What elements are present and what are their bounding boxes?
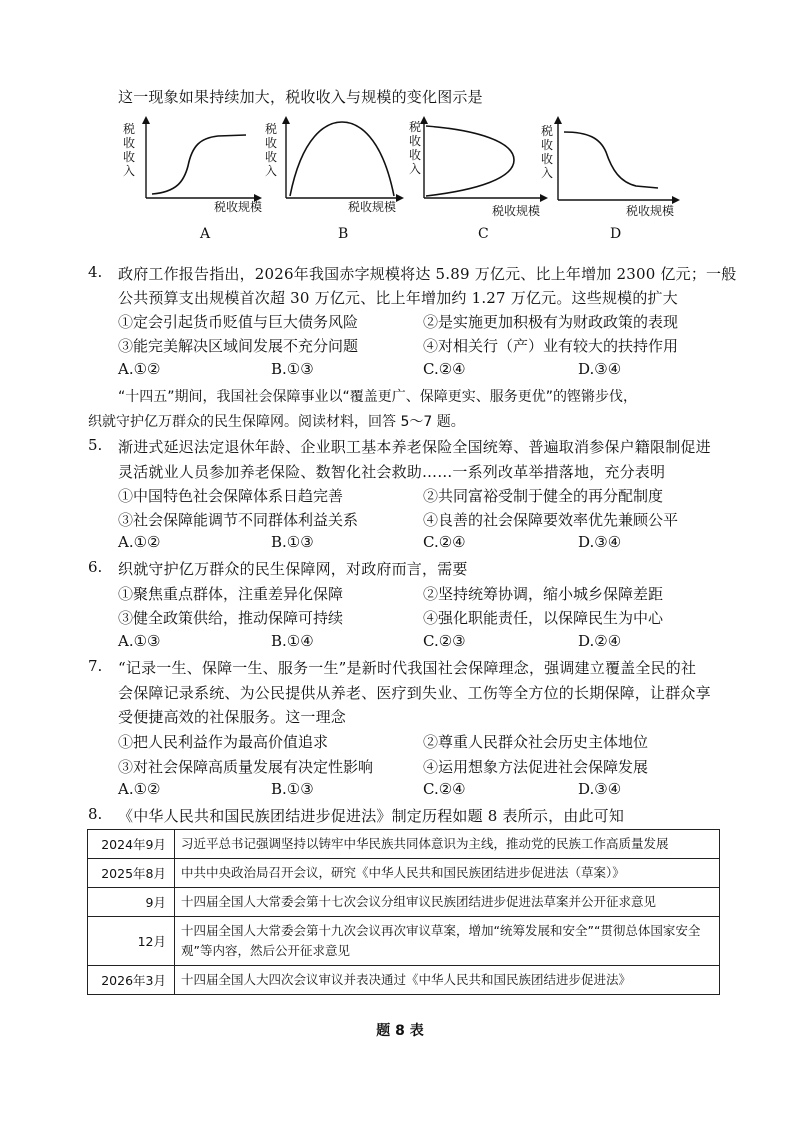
- graph-b-letter: B: [338, 226, 349, 242]
- q5-stem-line1: 渐进式延迟法定退休年龄、企业职工基本养老保险全国统筹、普遍取消参保户籍限制促进: [118, 438, 711, 456]
- table-date: 12月: [88, 917, 175, 966]
- q6-statement-1: ①聚焦重点群体，注重差异化保障: [118, 585, 344, 603]
- graph-c-letter: C: [478, 226, 489, 242]
- q5-statement-4: ④良善的社会保障要效率优先兼顾公平: [423, 511, 679, 529]
- q5-choice-a: A.①②: [118, 533, 161, 551]
- graph-d: [540, 116, 680, 220]
- q5-stem-line2: 灵活就业人员参加养老保险、数智化社会救助……一系列改革举措落地，充分表明: [118, 463, 666, 481]
- q7-stem-line2: 会保障记录系统、为公民提供从养老、医疗到失业、工伤等全方位的长期保障，让群众享: [118, 684, 711, 702]
- graph-a-curve: [152, 135, 246, 194]
- graph-c: [408, 116, 548, 220]
- graph-c-ylabel: 税 收 收 入: [408, 120, 421, 176]
- graph-c-xlabel: 税收规模: [492, 204, 541, 218]
- graph-b-ylabel: 税 收 收 入: [264, 122, 277, 178]
- table-event: 习近平总书记强调坚持以铸牢中华民族共同体意识为主线，推动党的民族工作高质量发展: [175, 830, 720, 859]
- q5-statement-2: ②共同富裕受制于健全的再分配制度: [423, 487, 664, 505]
- q4-choice-d: D.③④: [578, 360, 622, 378]
- history-table: [87, 829, 720, 995]
- q4-statement-1: ①定会引起货币贬值与巨大债务风险: [118, 313, 359, 331]
- intro-line: 这一现象如果持续加大，税收收入与规模的变化图示是: [118, 88, 483, 106]
- q5-statement-3: ③社会保障能调节不同群体利益关系: [118, 511, 359, 529]
- table-row: [88, 966, 720, 995]
- q6-stem-line1: 织就守护亿万群众的民生保障网，对政府而言，需要: [118, 560, 468, 578]
- q7-choice-d: D.③④: [578, 780, 622, 798]
- table-row: [88, 830, 720, 859]
- q4-stem-line1: 政府工作报告指出，2026年我国赤字规模将达 5.89 万亿元、比上年增加 2300 亿元；一般: [118, 265, 737, 283]
- q6-choice-a: A.①③: [118, 632, 161, 650]
- q4-statement-3: ③能完美解决区域间发展不充分问题: [118, 337, 359, 355]
- q4-choice-a: A.①②: [118, 360, 161, 378]
- graph-d-xlabel: 税收规模: [626, 204, 675, 218]
- q7-number: 7.: [88, 657, 103, 675]
- table-event: 中共中央政治局召开会议，研究《中华人民共和国民族团结进步促进法（草案）》: [175, 859, 720, 888]
- table-date: 2024年9月: [88, 830, 175, 859]
- graph-d-curve: [564, 132, 658, 188]
- q4-stem-line2: 公共预算支出规模首次超 30 万亿元、比上年增加约 1.27 万亿元。这些规模的扩大: [118, 289, 678, 307]
- q5-choice-d: D.③④: [578, 533, 622, 551]
- q7-stem-line1: “记录一生、保障一生、服务一生”是新时代我国社会保障理念，强调建立覆盖全民的社: [118, 659, 697, 677]
- table-date: 2026年3月: [88, 966, 175, 995]
- q4-choice-c: C.②④: [423, 360, 466, 378]
- graph-c-curve: [426, 126, 514, 196]
- q5-number: 5.: [88, 436, 103, 454]
- q5-choice-c: C.②④: [423, 533, 466, 551]
- passage-line1: “十四五”期间，我国社会保障事业以“覆盖更广、保障更实、服务更优”的铿锵步伐，: [118, 389, 638, 405]
- q8-number: 8.: [88, 805, 103, 823]
- table-date: 2025年8月: [88, 859, 175, 888]
- graph-a-ylabel: 税 收 收 入: [122, 122, 135, 178]
- q7-choice-a: A.①②: [118, 780, 161, 798]
- q8-stem-line1: 《中华人民共和国民族团结进步促进法》制定历程如题 8 表所示，由此可知: [118, 807, 625, 825]
- q6-number: 6.: [88, 558, 103, 576]
- q6-statement-2: ②坚持统筹协调，缩小城乡保障差距: [423, 585, 664, 603]
- graph-b-xlabel: 税收规模: [348, 200, 397, 214]
- q5-statement-1: ①中国特色社会保障体系日趋完善: [118, 487, 344, 505]
- q7-statement-3: ③对社会保障高质量发展有决定性影响: [118, 758, 374, 776]
- q6-choice-c: C.②③: [423, 632, 466, 650]
- table-date: 9月: [88, 888, 175, 917]
- q7-stem-line3: 受便捷高效的社保服务。这一理念: [118, 708, 347, 726]
- q6-statement-3: ③健全政策供给，推动保障可持续: [118, 609, 344, 627]
- graph-a-xlabel: 税收规模: [214, 200, 263, 214]
- q5-choice-b: B.①③: [271, 533, 314, 551]
- graph-a: [122, 116, 262, 216]
- q7-statement-2: ②尊重人民群众社会历史主体地位: [423, 733, 649, 751]
- q4-number: 4.: [88, 263, 103, 281]
- table-row: [88, 859, 720, 888]
- graph-b-curve: [290, 122, 394, 196]
- table-event: 十四届全国人大四次会议审议并表决通过《中华人民共和国民族团结进步促进法》: [175, 966, 720, 995]
- q7-choice-b: B.①③: [271, 780, 314, 798]
- table-caption: 题 8 表: [376, 1023, 424, 1039]
- q6-statement-4: ④强化职能责任，以保障民生为中心: [423, 609, 664, 627]
- q4-statement-2: ②是实施更加积极有为财政政策的表现: [423, 313, 679, 331]
- passage-line2: 织就守护亿万群众的民生保障网。阅读材料，回答 5～7 题。: [88, 414, 465, 430]
- table-event: 十四届全国人大常委会第十九次会议再次审议草案，增加“统筹发展和安全”“贯彻总体国家安全观”等内容，然后公开征求意见: [175, 917, 720, 966]
- table-row: [88, 888, 720, 917]
- table-row: [88, 917, 720, 966]
- q4-choice-b: B.①③: [271, 360, 314, 378]
- table-event: 十四届全国人大常委会第十七次会议分组审议民族团结进步促进法草案并公开征求意见: [175, 888, 720, 917]
- q4-statement-4: ④对相关行（产）业有较大的扶持作用: [423, 337, 679, 355]
- q7-choice-c: C.②④: [423, 780, 466, 798]
- q7-statement-1: ①把人民利益作为最高价值追求: [118, 733, 329, 751]
- graph-d-ylabel: 税 收 收 入: [540, 124, 553, 180]
- graph-d-letter: D: [610, 226, 622, 242]
- graph-a-letter: A: [200, 226, 211, 242]
- q7-statement-4: ④运用想象方法促进社会保障发展: [423, 758, 649, 776]
- q6-choice-d: D.②④: [578, 632, 622, 650]
- graph-b: [264, 116, 404, 216]
- q6-choice-b: B.①④: [271, 632, 314, 650]
